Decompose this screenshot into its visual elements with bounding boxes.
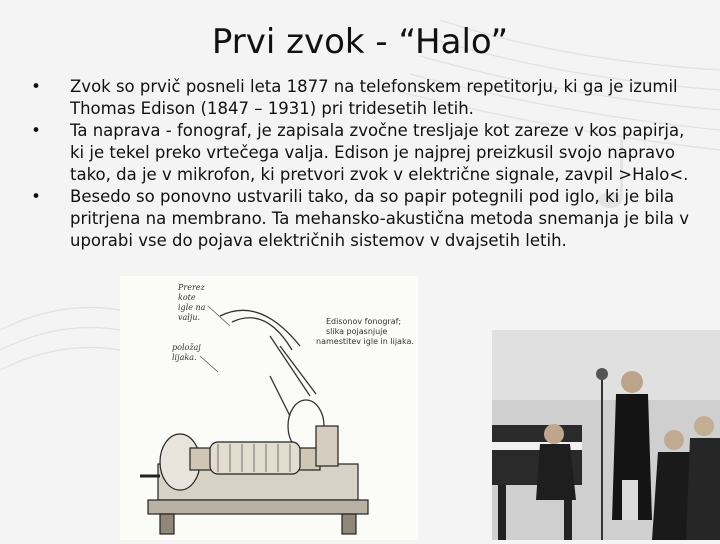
photo-drawing [492, 330, 720, 540]
phonograph-illustration [120, 276, 418, 540]
figure-caption-line: slika pojasnjuje [326, 327, 388, 336]
figure-caption-line: Edisonov fonograf; [326, 317, 402, 326]
bullet-text: Zvok so prvič posneli leta 1877 na telefonskem repetitorju, ki ga je izumil Thomas Edison (1847 – 1931) pri tridesetih letih. [70, 77, 678, 118]
side-label: Prerez [178, 283, 205, 292]
side-label: lijaka. [172, 353, 197, 362]
bullet-list [26, 76, 696, 252]
figure-caption-line: namestitev igle in lijaka. [316, 337, 414, 346]
side-label: valju. [178, 313, 201, 322]
bullet-text: Besedo so ponovno ustvarili tako, da so papir potegnili pod iglo, ki je bila pritrjena na membrano. Ta mehansko-akustična metoda snemanja je bila v uporabi vse do pojava električnih sistemov v dvajsetih letih. [70, 187, 690, 250]
bullet-marker: • [31, 77, 41, 96]
bullet-marker: • [31, 187, 41, 206]
bullet-text: Ta naprava - fonograf, je zapisala zvočne tresljaje kot zareze v kos papirja, ki je tekel preko vrtečega valja. Edison je najprej preizkusil svojo napravo tako, da je v mikrofon, ki pretvori zvok v električne signale, zavpil >Halo<. [70, 121, 689, 184]
bullet-marker: • [31, 121, 41, 140]
bullet-item [26, 186, 696, 252]
side-label: položaj [172, 343, 201, 352]
recording-session-photo [492, 330, 720, 540]
phonograph-drawing [120, 276, 418, 540]
side-label: igle na [178, 303, 206, 312]
bullet-item [26, 76, 696, 120]
bullet-item [26, 120, 696, 186]
slide-title: Prvi zvok - “Halo” [211, 22, 509, 62]
side-label: kote [178, 293, 196, 302]
